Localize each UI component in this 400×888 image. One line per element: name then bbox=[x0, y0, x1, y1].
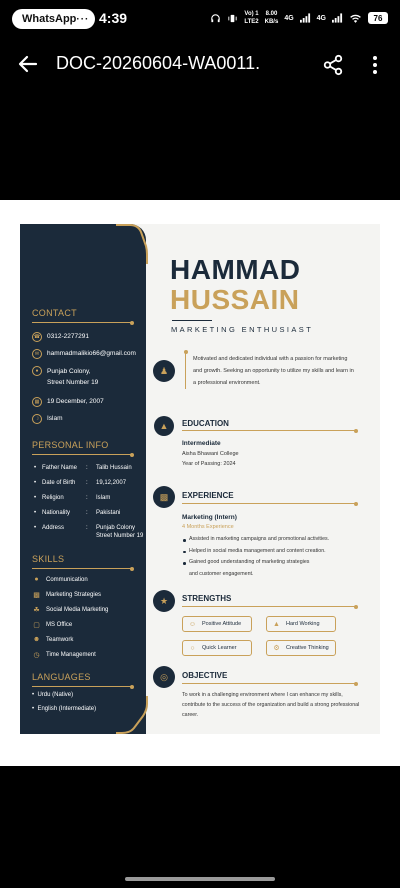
smile-icon: ☺ bbox=[188, 620, 197, 628]
wifi-icon bbox=[349, 13, 362, 24]
vibrate-icon bbox=[227, 13, 238, 24]
email-icon: ✉ bbox=[32, 349, 42, 359]
languages-heading: LANGUAGES bbox=[32, 672, 91, 682]
experience-title: Marketing (Intern) bbox=[182, 514, 237, 521]
calendar-icon: ▦ bbox=[32, 397, 42, 407]
experience-bullets bbox=[182, 534, 362, 580]
back-arrow-icon[interactable] bbox=[16, 52, 40, 76]
clock: 4:39 bbox=[99, 10, 128, 26]
thumbs-up-icon: ▲ bbox=[273, 620, 280, 628]
address-line-1: Punjab Colony, bbox=[47, 368, 91, 375]
gear-icon: ⚙ bbox=[273, 645, 280, 652]
cv-page bbox=[20, 224, 380, 734]
strengths-heading: STRENGTHS bbox=[182, 594, 232, 603]
personal-info-rule bbox=[32, 454, 132, 455]
address-line-2: Street Number 19 bbox=[47, 379, 99, 386]
skill-ms-office: ▢ MS Office bbox=[33, 621, 73, 629]
strengths-rule bbox=[182, 606, 356, 607]
more-options-icon[interactable] bbox=[366, 54, 384, 76]
headphones-icon bbox=[210, 13, 221, 24]
education-year: Year of Passing: 2024 bbox=[182, 461, 236, 467]
experience-duration: 4 Months Experience bbox=[182, 524, 234, 530]
document-viewer[interactable] bbox=[0, 200, 400, 766]
phone-icon: ☎ bbox=[32, 332, 42, 342]
experience-bullet-2: Helped in social media management and content creation. bbox=[182, 546, 362, 558]
star-icon: ★ bbox=[153, 590, 175, 612]
experience-rule bbox=[182, 503, 356, 504]
languages-rule bbox=[32, 686, 132, 687]
pi-row-religion: • Religion : Islam bbox=[34, 495, 111, 501]
status-bar bbox=[0, 0, 400, 36]
contact-heading: CONTACT bbox=[32, 308, 77, 318]
system-icons bbox=[210, 10, 388, 26]
net-speed: 8.00 KB/s bbox=[264, 11, 279, 25]
pi-row-father: • Father Name : Talib Hussain bbox=[34, 465, 132, 471]
experience-heading: EXPERIENCE bbox=[182, 491, 234, 500]
team-icon: ☻ bbox=[32, 636, 41, 643]
contact-phone bbox=[32, 332, 89, 342]
signal-icon-1 bbox=[300, 13, 311, 23]
role-title: MARKETING ENTHUSIAST bbox=[171, 325, 314, 334]
experience-bullet-3: Gained good understanding of marketing strategies bbox=[182, 557, 362, 569]
name-last: HUSSAIN bbox=[170, 284, 300, 315]
contact-email bbox=[32, 349, 136, 359]
strength-quick-learner: ○ Quick Learner bbox=[182, 640, 252, 656]
pi-row-nationality: • Nationality : Pakistani bbox=[34, 510, 121, 516]
language-urdu: • Urdu (Native) bbox=[32, 692, 74, 698]
gold-corner-bottom bbox=[116, 696, 148, 734]
education-school: Aisha Bhawani College bbox=[182, 451, 239, 457]
skill-teamwork: ☻ Teamwork bbox=[32, 636, 74, 643]
contact-dob bbox=[32, 397, 104, 407]
network-type-1: 4G bbox=[284, 14, 294, 22]
email-text: hammadmalikio66@gmail.com bbox=[47, 350, 136, 357]
education-heading: EDUCATION bbox=[182, 419, 229, 428]
contact-rule bbox=[32, 322, 132, 323]
skill-social-media: ☘ Social Media Marketing bbox=[33, 606, 109, 614]
about-text: Motivated and dedicated individual with a passion for marketing and growth. Seeking an opportunity to utilize my skills and learn in a professional environment. bbox=[185, 353, 355, 389]
cv-sidebar bbox=[20, 224, 146, 734]
app-bar bbox=[0, 36, 400, 96]
name-rule bbox=[172, 320, 212, 321]
education-rule bbox=[182, 430, 356, 431]
graduation-cap-icon: ▲ bbox=[154, 416, 174, 436]
religion-text: Islam bbox=[47, 415, 63, 422]
skill-communication: ● Communication bbox=[32, 575, 88, 584]
skills-rule bbox=[32, 568, 132, 569]
battery-icon: 76 bbox=[368, 12, 388, 24]
skill-marketing: ▩ Marketing Strategies bbox=[33, 591, 102, 599]
location-icon: ● bbox=[32, 366, 42, 376]
network-type-2: 4G bbox=[316, 14, 326, 22]
pi-row-address: • Address : Punjab Colony Street Number 19 bbox=[34, 525, 144, 539]
lightbulb-icon: ○ bbox=[190, 644, 195, 652]
clock-icon: ◷ bbox=[33, 651, 40, 659]
whatsapp-return-pill[interactable] bbox=[12, 9, 95, 29]
objective-rule bbox=[182, 683, 356, 684]
person-icon: ♟ bbox=[153, 360, 175, 382]
volte-label: Vo) 1 LTE2 bbox=[244, 11, 259, 25]
bar-chart-icon: ▩ bbox=[33, 591, 40, 599]
skill-time-management: ◷ Time Management bbox=[33, 651, 96, 659]
crescent-icon: ☽ bbox=[32, 414, 42, 424]
strength-hard-working: ▲ Hard Working bbox=[266, 616, 336, 632]
objective-text: To work in a challenging environment where I can enhance my skills, contribute to the success of the organization and build a strong professional career. bbox=[182, 692, 360, 718]
pi-row-dob: • Date of Birth : 19,12,2007 bbox=[34, 480, 127, 486]
monitor-icon: ▢ bbox=[33, 621, 40, 629]
home-indicator[interactable] bbox=[125, 877, 275, 881]
strength-positive-attitude: ☺ Positive Attitude bbox=[182, 616, 252, 632]
contact-religion bbox=[32, 414, 63, 424]
share-icon[interactable] bbox=[322, 54, 344, 76]
dob-text: 19 December, 2007 bbox=[47, 398, 104, 405]
objective-heading: OBJECTIVE bbox=[182, 671, 228, 680]
address-text bbox=[47, 366, 98, 388]
name-first: HAMMAD bbox=[170, 254, 301, 285]
share-nodes-icon: ☘ bbox=[33, 606, 40, 614]
personal-info-heading: PERSONAL INFO bbox=[32, 440, 109, 450]
phone-text: 0312-2277291 bbox=[47, 333, 89, 340]
experience-bullet-3-cont: and customer engagement. bbox=[189, 570, 254, 577]
chat-icon: ● bbox=[34, 576, 39, 583]
experience-bullet-1: Assisted in marketing campaigns and promotional activities. bbox=[182, 534, 362, 546]
pill-dots: ··· bbox=[76, 13, 90, 25]
target-icon: ◎ bbox=[153, 666, 175, 688]
contact-address bbox=[32, 366, 98, 388]
gold-corner-top bbox=[116, 224, 148, 264]
document-title: DOC-20260604-WA0011. bbox=[56, 53, 261, 73]
language-english: • English (Intermediate) bbox=[32, 706, 97, 712]
skills-heading: SKILLS bbox=[32, 554, 65, 564]
strength-creative-thinking: ⚙ Creative Thinking bbox=[266, 640, 336, 656]
whatsapp-pill-label: WhatsApp bbox=[22, 13, 77, 25]
signal-icon-2 bbox=[332, 13, 343, 23]
education-title: Intermediate bbox=[182, 440, 221, 447]
briefcase-icon: ▩ bbox=[153, 486, 175, 508]
